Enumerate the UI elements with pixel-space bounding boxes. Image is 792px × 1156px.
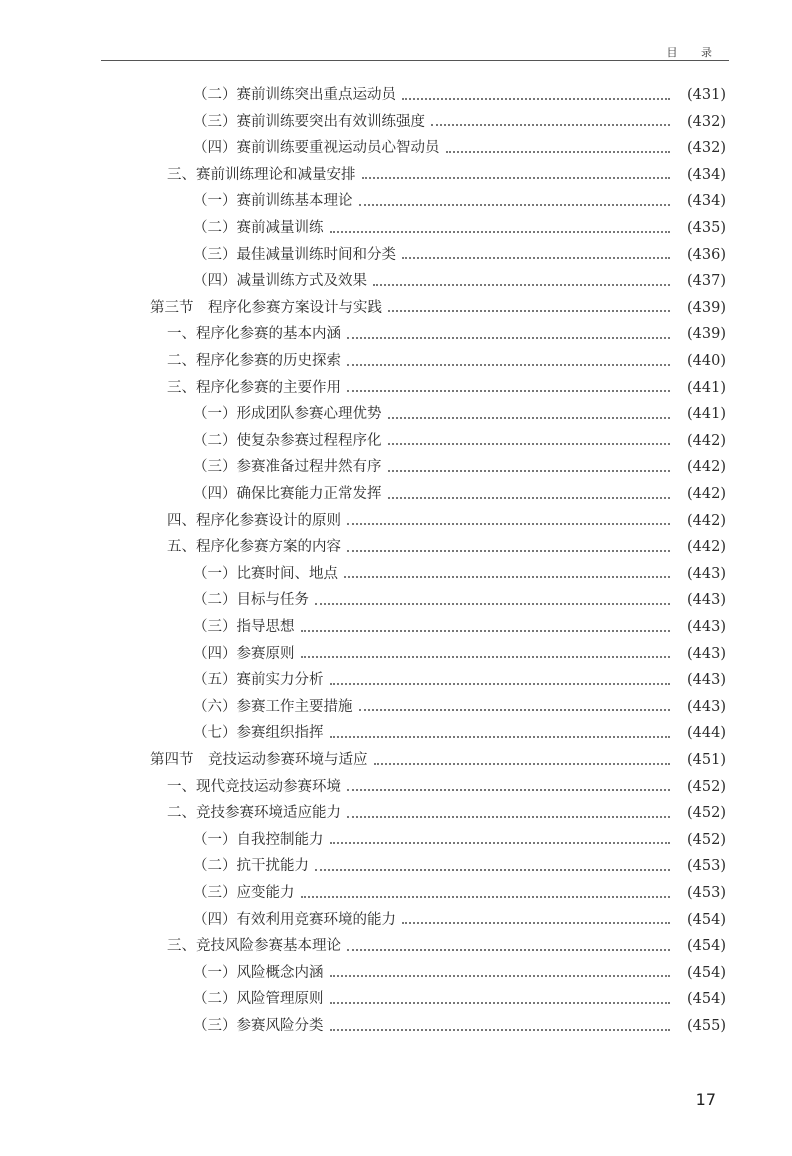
toc-dot-leader [330,735,671,738]
toc-entry[interactable] [193,242,726,268]
toc-dot-leader [388,416,671,419]
toc-entry[interactable] [193,614,726,640]
toc-entry-label: （六）参赛工作主要措施 [193,698,353,715]
toc-dot-leader [402,256,670,259]
toc-dot-leader [347,522,670,525]
toc-entry-label: 第三节 程序化参赛方案设计与实践 [150,299,382,316]
toc-entry-label: 二、程序化参赛的历史探索 [167,353,341,369]
toc-entry[interactable] [193,215,726,241]
toc-entry-page: (443) [687,645,726,662]
toc-entry[interactable] [167,321,726,347]
toc-entry-label: （一）风险概念内涵 [193,964,324,981]
toc-entry[interactable] [193,960,726,986]
toc-entry-page: (441) [687,406,726,423]
toc-entry-label: （一）比赛时间、地点 [193,565,338,582]
toc-entry-label: 三、程序化参赛的主要作用 [167,379,341,396]
toc-dot-leader [301,629,671,632]
toc-dot-leader [388,496,671,499]
toc-entry[interactable] [167,348,726,374]
toc-entry-label: （三）参赛准备过程井然有序 [193,459,382,476]
toc-entry-page: (440) [687,353,726,369]
page-number: 17 [695,1090,716,1109]
toc-dot-leader [330,1001,671,1004]
toc-entry-label: （二）抗干扰能力 [193,858,309,875]
toc-dot-leader [315,868,670,871]
toc-entry[interactable] [193,907,726,933]
toc-entry[interactable] [193,720,726,746]
toc-dot-leader [446,150,671,153]
toc-entry-label: （二）赛前减量训练 [193,220,324,236]
toc-entry-page: (453) [687,885,726,901]
toc-entry-label: 三、竞技风险参赛基本理论 [167,938,341,955]
toc-entry-page: (443) [687,698,726,715]
toc-entry-page: (442) [687,459,726,476]
toc-entry-label: 一、程序化参赛的基本内涵 [167,326,341,343]
toc-entry[interactable] [193,268,726,294]
toc-entry-page: (442) [687,539,726,556]
toc-entry[interactable] [167,375,726,401]
toc-entry-label: （五）赛前实力分析 [193,672,324,689]
toc-entry[interactable] [167,933,726,959]
toc-entry[interactable] [193,135,726,161]
toc-entry[interactable] [193,188,726,214]
toc-entry-page: (439) [687,326,726,343]
toc-entry-page: (443) [687,592,726,609]
toc-entry-label: 二、竞技参赛环境适应能力 [167,805,341,822]
toc-dot-leader [388,442,671,445]
toc-entry[interactable] [167,508,726,534]
toc-entry-page: (432) [687,113,726,130]
toc-entry-page: (444) [687,725,726,742]
toc-entry[interactable] [193,454,726,480]
toc-entry[interactable] [193,428,726,454]
header-rule [101,60,729,61]
toc-dot-leader [402,97,670,100]
toc-entry[interactable] [167,162,726,188]
toc-entry-label: （四）减量训练方式及效果 [193,273,367,290]
toc-entry-label: （三）指导思想 [193,619,295,635]
toc-dot-leader [402,921,670,924]
toc-entry[interactable] [193,641,726,667]
toc-entry-page: (434) [687,166,726,183]
toc-entry-page: (442) [687,486,726,502]
toc-dot-leader [330,1028,671,1031]
toc-entry-page: (442) [687,512,726,529]
toc-dot-leader [347,549,670,552]
toc-dot-leader [347,948,670,951]
toc-entry[interactable] [167,774,726,800]
toc-entry-label: （四）有效利用竞赛环境的能力 [193,911,396,928]
toc-entry[interactable] [193,1013,726,1039]
toc-dot-leader [373,283,670,286]
toc-entry-label: 三、赛前训练理论和减量安排 [167,166,356,183]
toc-entry-label: （二）使复杂参赛过程程序化 [193,432,382,449]
toc-entry[interactable] [193,827,726,853]
toc-entry[interactable] [193,82,726,108]
toc-entry-page: (454) [687,964,726,981]
toc-entry-label: （四）参赛原则 [193,645,295,662]
toc-entry[interactable] [193,694,726,720]
toc-dot-leader [374,762,671,765]
toc-entry-page: (452) [687,805,726,822]
toc-dot-leader [388,469,671,472]
toc-dot-leader [388,309,670,312]
toc-entry[interactable] [167,534,726,560]
toc-entry-label: （三）赛前训练要突出有效训练强度 [193,113,425,130]
toc-entry-page: (452) [687,831,726,848]
toc-entry[interactable] [193,481,726,507]
toc-entry-label: （七）参赛组织指挥 [193,725,324,742]
toc-dot-leader [315,602,670,605]
toc-dot-leader [362,176,671,179]
toc-entry-label: 四、程序化参赛设计的原则 [167,512,341,529]
toc-entry[interactable] [193,587,726,613]
toc-entry-label: （二）目标与任务 [193,592,309,609]
toc-entry-page: (453) [687,858,726,875]
toc-entry-page: (454) [687,911,726,928]
toc-dot-leader [347,336,670,339]
toc-entry-page: (434) [687,193,726,210]
header-title: 目 录 [666,46,722,59]
toc-dot-leader [347,815,670,818]
toc-entry[interactable] [193,880,726,906]
toc-entry-page: (454) [687,938,726,955]
toc-entry-page: (432) [687,140,726,157]
toc-entry-label: （四）赛前训练要重视运动员心智动员 [193,140,440,157]
toc-entry-label: （三）应变能力 [193,885,295,901]
toc-entry-page: (443) [687,672,726,689]
toc-entry-page: (455) [687,1018,726,1034]
toc-entry-page: (435) [687,220,726,236]
toc-dot-leader [330,841,671,844]
toc-entry-page: (441) [687,379,726,396]
toc-entry-page: (437) [687,273,726,290]
toc-entry-page: (442) [687,432,726,449]
toc-entry-page: (431) [687,87,726,103]
toc-entry-label: （三）最佳减量训练时间和分类 [193,246,396,263]
toc-entry-label: （二）风险管理原则 [193,991,324,1008]
toc-entry[interactable] [193,109,726,135]
toc-entry-label: （一）自我控制能力 [193,831,324,848]
toc-section-entry[interactable] [150,747,726,773]
toc-entry[interactable] [167,800,726,826]
toc-dot-leader [347,788,670,791]
toc-dot-leader [359,708,671,711]
toc-dot-leader [330,974,671,977]
toc-entry[interactable] [193,853,726,879]
toc-entry[interactable] [193,561,726,587]
toc-dot-leader [347,389,670,392]
toc-section-entry[interactable] [150,295,726,321]
toc-entry-page: (443) [687,565,726,582]
toc-entry-label: 五、程序化参赛方案的内容 [167,539,341,556]
toc-entry-page: (439) [687,299,726,316]
toc-entry[interactable] [193,667,726,693]
toc-dot-leader [344,575,670,578]
toc-dot-leader [330,230,671,233]
toc-entry-page: (443) [687,619,726,635]
toc-dot-leader [330,682,671,685]
toc-dot-leader [431,123,670,126]
toc-entry-page: (451) [687,752,726,768]
toc-entry-page: (452) [687,778,726,795]
toc-entry-page: (454) [687,991,726,1008]
toc-entry-label: （一）形成团队参赛心理优势 [193,406,382,423]
toc-dot-leader [347,363,670,366]
toc-entry-page: (436) [687,246,726,263]
toc-entry-label: （四）确保比赛能力正常发挥 [193,486,382,502]
toc-entry-label: 一、现代竞技运动参赛环境 [167,778,341,795]
toc-entry-label: （一）赛前训练基本理论 [193,193,353,210]
toc-entry[interactable] [193,401,726,427]
toc-entry-label: （三）参赛风险分类 [193,1018,324,1034]
toc-dot-leader [301,895,671,898]
toc-entry-label: 第四节 竞技运动参赛环境与适应 [150,752,368,768]
toc-dot-leader [359,203,671,206]
toc-entry-label: （二）赛前训练突出重点运动员 [193,87,396,103]
toc-entry[interactable] [193,986,726,1012]
toc-dot-leader [301,655,671,658]
